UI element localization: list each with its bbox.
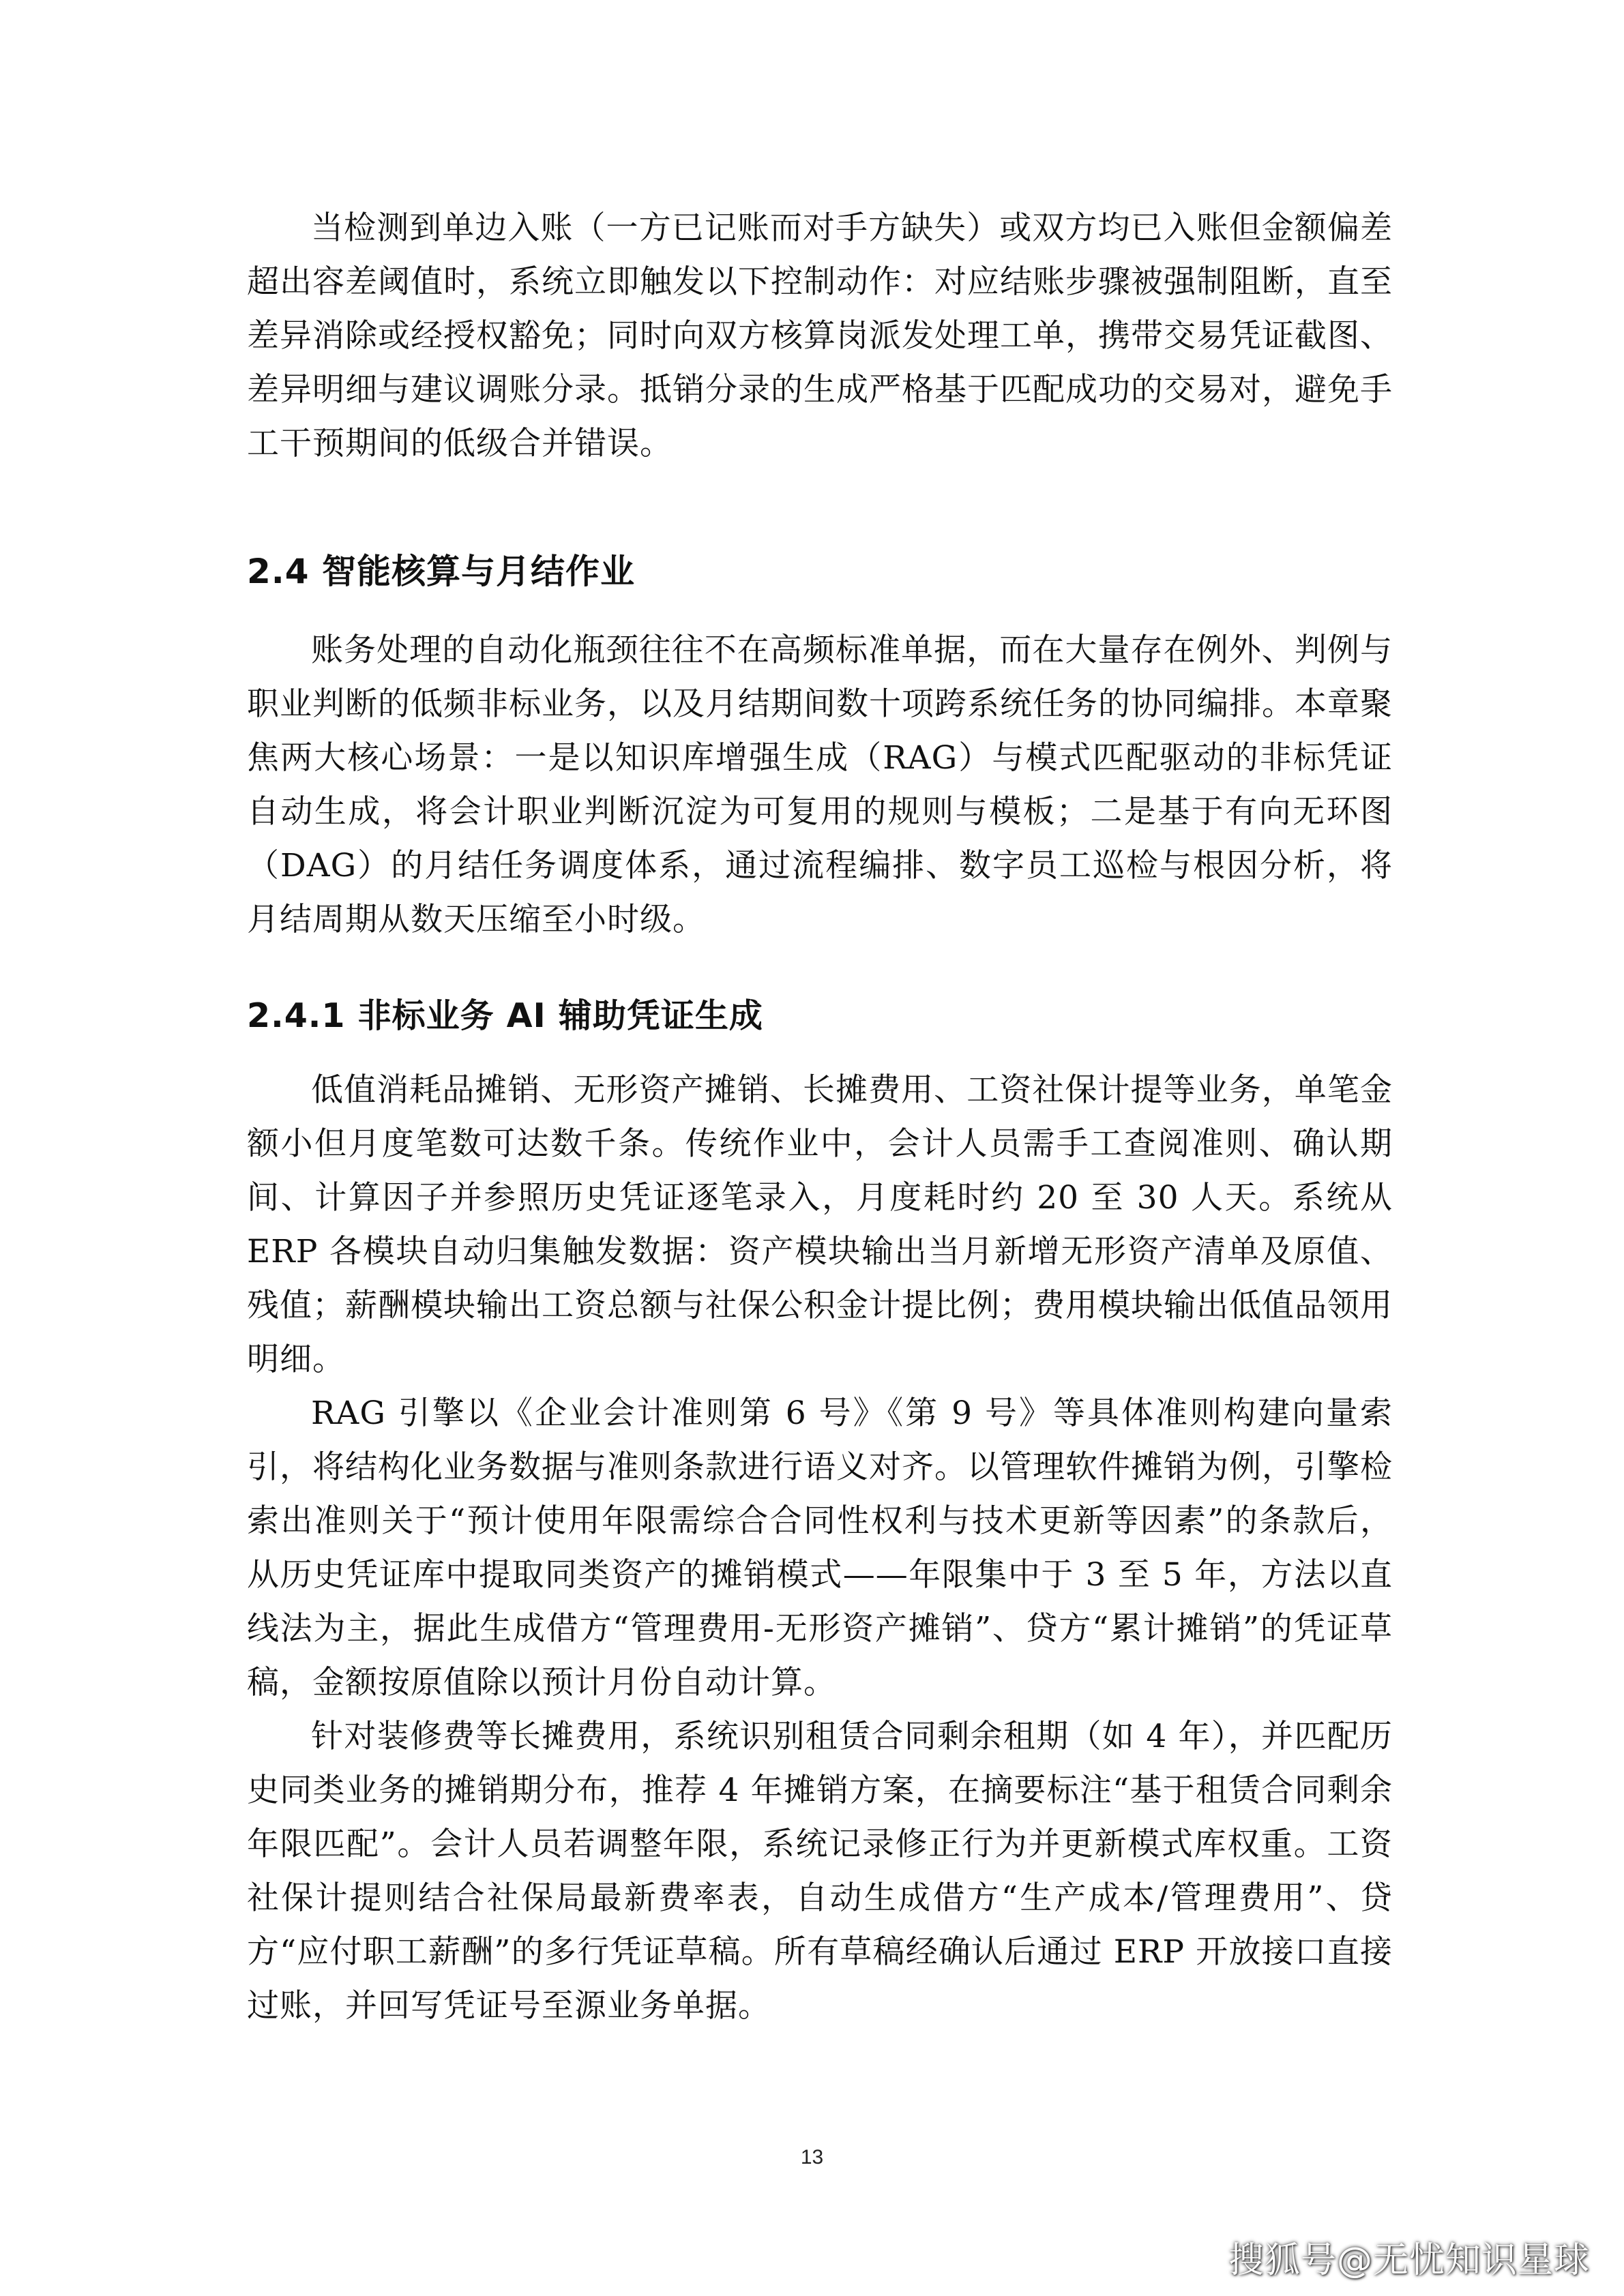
paragraph: RAG 引擎以《企业会计准则第 6 号》《第 9 号》等具体准则构建向量索引，将结构化业务数据与准则条款进行语义对齐。以管理软件摊销为例，引擎检索出准则关于“预计使用年限需综合合同性权利与技术更新等因素”的条款后，从历史凭证库中提取同类资产的摊销模式——年限集中于 3 至 5 年，方法以直线法为主，据此生成借方“管理费用-无形资产摊销”、贷方“累计摊销”的凭证草稿，金额按原值除以预计月份自动计算。 xyxy=(247,1395,1393,1701)
paragraph: 账务处理的自动化瓶颈往往不在高频标准单据，而在大量存在例外、判例与职业判断的低频非标业务，以及月结期间数十项跨系统任务的协同编排。本章聚焦两大核心场景：一是以知识库增强生成（RAG）与模式匹配驱动的非标凭证自动生成，将会计职业判断沉淀为可复用的规则与模板；二是基于有向无环图（DAG）的月结任务调度体系，通过流程编排、数字员工巡检与根因分析，将月结周期从数天压缩至小时级。 xyxy=(247,631,1393,938)
paragraph: 针对装修费等长摊费用，系统识别租赁合同剩余租期（如 4 年），并匹配历史同类业务的摊销期分布，推荐 4 年摊销方案，在摘要标注“基于租赁合同剩余年限匹配”。会计人员若调整年限，系统记录修正行为并更新模式库权重。工资社保计提则结合社保局最新费率表，自动生成借方“生产成本/管理费用”、贷方“应付职工薪酬”的多行凭证草稿。所有草稿经确认后通过 ERP 开放接口直接过账，并回写凭证号至源业务单据。 xyxy=(247,1718,1393,2025)
paragraph: 当检测到单边入账（一方已记账而对手方缺失）或双方均已入账但金额偏差超出容差阈值时，系统立即触发以下控制动作：对应结账步骤被强制阻断，直至差异消除或经授权豁免；同时向双方核算岗派发处理工单，携带交易凭证截图、差异明细与建议调账分录。抵销分录的生成严格基于匹配成功的交易对，避免手工干预期间的低级合并错误。 xyxy=(247,209,1393,462)
section-heading-2-4-1: 2.4.1 非标业务 AI 辅助凭证生成 xyxy=(247,996,763,1035)
page-number: 13 xyxy=(800,2146,824,2168)
paragraph: 低值消耗品摊销、无形资产摊销、长摊费用、工资社保计提等业务，单笔金额小但月度笔数可达数千条。传统作业中，会计人员需手工查阅准则、确认期间、计算因子并参照历史凭证逐笔录入，月度耗时约 20 至 30 人天。系统从 ERP 各模块自动归集触发数据：资产模块输出当月新增无形资产清单及原值、残值；薪酬模块输出工资总额与社保公积金计提比例；费用模块输出低值品领用明细。 xyxy=(247,1071,1393,1378)
watermark: 搜狐号@无忧知识星球 xyxy=(1228,2240,1590,2281)
section-heading-2-4: 2.4 智能核算与月结作业 xyxy=(247,552,635,591)
page-content xyxy=(247,201,1393,2033)
